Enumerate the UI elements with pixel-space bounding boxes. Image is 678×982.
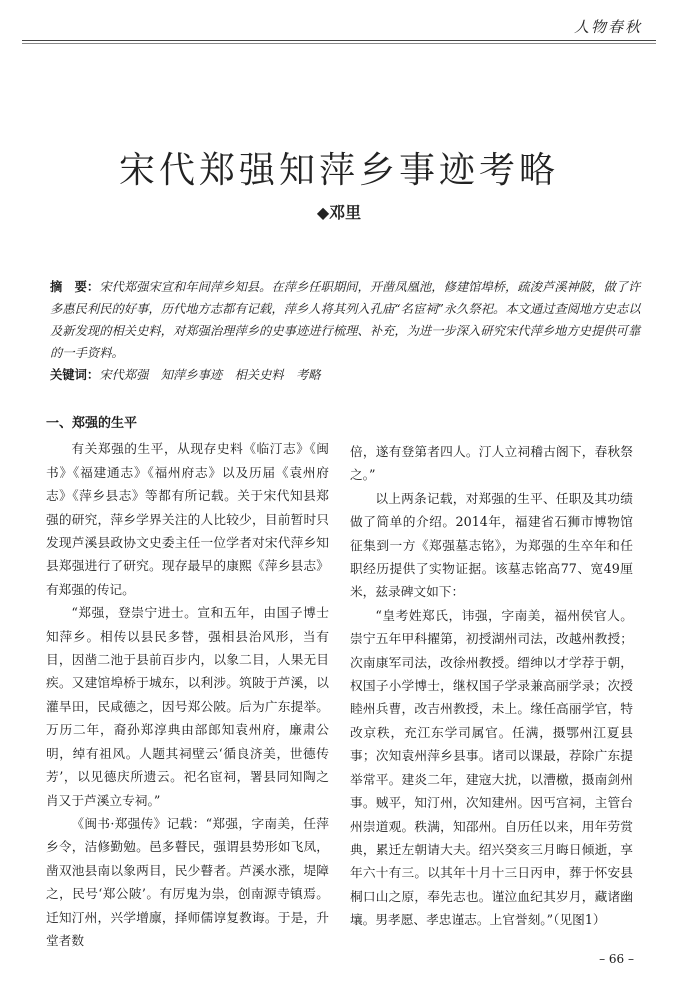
paragraph: 以上两条记载，对郑强的生平、任职及其功绩做了简单的介绍。2014年，福建省石狮市博物馆征集到一方《郑强墓志铭》，为郑强的生卒年和任职经历提供了实物证据。该墓志铭高77、宽49厘米，兹录碑文如下： [350,490,633,600]
article-title: 宋代郑强知萍乡事迹考略 [118,150,559,191]
page-number: – 66 – [599,952,634,966]
abstract [50,276,650,364]
header-rule [22,40,656,41]
paragraph: “郑强，登崇宁进士。宣和五年，由国子博士知萍乡。相传以县民多替，强相县治风形，当有目，因凿二池于县前百步内，以象二目，人果无目疾。又建馆埠桥于城东，以利涉。筑陂于芦溪，以灌旱田，民咸德之，因号郑公陂。后为广东提举。万历二年，裔孙郑淳典由部郎知袁州府，廉肃公明，绰有祖风。人题其祠壁云‘循良济美，世德传芳’，以见德庆所遗云。祀名宦祠，署县同知陶之肖又于芦溪立专祠。” [46,605,329,808]
keywords-text: 宋代郑强 知萍乡事迹 相关史料 考略 [99,368,321,382]
paragraph: 倍，遂有登第者四人。汀人立祠稽古阁下，春秋祭之。” [350,444,633,483]
paragraph: 《闽书·郑强传》记载：“郑强，字南美，任萍乡令，洁修勤勉。邑多瞽民，强谓县势形如飞凤，凿双池县南以象两目，民少瞽者。芦溪水涨，堤障之，民号‘郑公陂’。有厉鬼为祟，创南源寺镇焉。迁知汀州，兴学增廪，择师儒谆复教诲。于是，升堂者数 [46,815,329,948]
paragraph: “皇考姓郑氏，讳强，字南美，福州侯官人。崇宁五年甲科擢第，初授湖州司法，改越州教授；次南康军司法，改徐州教授。缙绅以才学荐于朝，权国子小学博士，继权国子学录兼高丽学录；次授睦州兵曹，改吉州教授，未上。缘任高丽学官，特改京秩，充江东学司属官。任满，摄鄂州江夏县事；次知袁州萍乡县事。诸司以课最，荐除广东提举常平。建炎二年，建寇大扰，以漕檄，摄南剑州事。贼平，知汀州，次知建州。因丐宫祠，主管台州崇道观。秩满，知邵州。自历任以来，用年劳赏典，累迁左朝请大夫。绍兴癸亥三月晦日倾逝，享年六十有三。以其年十月十三日丙申，葬于怀安县桐口山之原，奉先志也。谨泣血纪其岁月，藏诸幽壤。男孝愿、孝忠谨志。上官誉刻。”（见图1） [350,607,633,928]
right-column [350,440,633,932]
keywords-label: 关键词： [50,367,100,382]
abstract-label: 摘 要： [50,279,100,294]
abstract-text: 宋代郑强宋宣和年间萍乡知县。在萍乡任职期间，开凿凤凰池，修建馆埠桥，疏浚芦溪神陂，做了许多惠民利民的好事，历代地方志都有记载，萍乡人将其列入孔庙“名宦祠”永久祭祀。本文通过查阅地方史志以及新发现的相关史料，对郑强治理萍乡的史事迹进行梳理、补充，为进一步深入研究宋代萍乡地方史提供可靠的一手资料。 [50,280,641,360]
left-column [46,412,329,952]
article-author: ◆邓里 [316,203,362,222]
section-heading: 一、郑强的生平 [46,416,138,431]
running-head: 人物春秋 [573,18,642,36]
paragraph: 有关郑强的生平，从现存史料《临汀志》《闽书》《福建通志》《福州府志》以及历届《袁州府志》《萍乡县志》等都有所记载。关于宋代知县郑强的研究，萍乡学界关注的人比较少，目前暂时只发现芦溪县政协文史委主任一位学者对宋代萍乡知县郑强进行了研究。现存最早的康熙《萍乡县志》有郑强的传记。 [46,441,329,597]
header-rule-secondary [22,43,656,44]
keywords [50,365,650,383]
